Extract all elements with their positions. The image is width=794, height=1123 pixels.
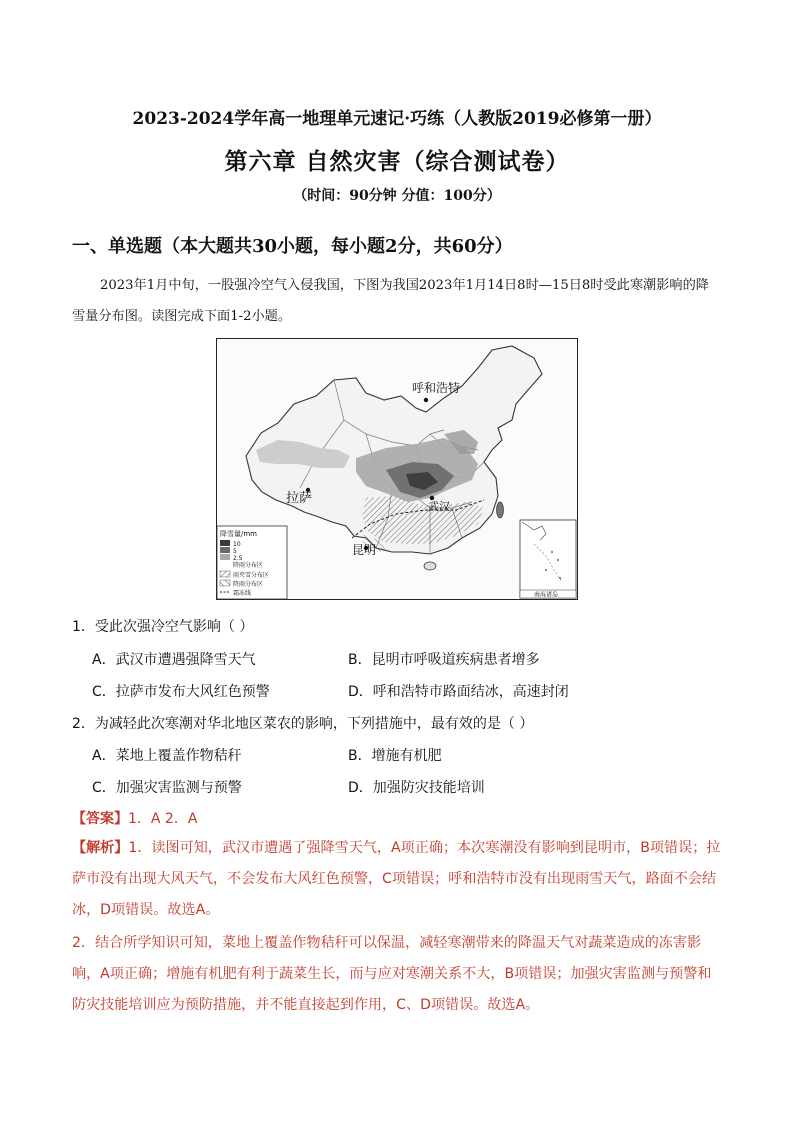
question-1-option-a[interactable]: A．武汉市遭遇强降雪天气: [92, 652, 256, 668]
analysis-text-1: 1．读图可知，武汉市遭遇了强降雪天气，A项正确；本次寒潮没有影响到昆明市，B项错误；拉萨市没有出现大风天气，不会发布大风红色预警，C项错误；呼和浩特市没有出现雨雪天气，路面不会结冰，D项错误。故选A。: [72, 840, 721, 918]
legend-swatch-10: [220, 540, 230, 546]
south-china-sea-inset: [520, 520, 576, 599]
label-kunming: 昆明: [352, 543, 377, 557]
legend-swatch-25: [220, 554, 230, 560]
page-title: 第六章 自然灾害（综合测试卷）: [224, 148, 570, 175]
question-2-option-d[interactable]: D．加强防灾技能培训: [348, 780, 485, 796]
question-1-option-c[interactable]: C．拉萨市发布大风红色预警: [92, 684, 270, 700]
question-1-option-b[interactable]: B．昆明市呼吸道疾病患者增多: [348, 652, 540, 668]
inset-label: 南海诸岛: [534, 591, 559, 599]
question-1-stem: 1．受此次强冷空气影响（ ）: [72, 619, 254, 635]
snowfall-map: [216, 338, 578, 600]
label-lhasa: 拉萨: [286, 491, 313, 506]
legend-freezing: 降雨分布区: [233, 581, 264, 588]
section-heading: 一、单选题（本大题共30小题，每小题2分，共60分）: [72, 236, 513, 257]
analysis-paragraph-1: [72, 833, 722, 926]
legend-sleet: 雨夹雪分布区: [233, 572, 270, 579]
legend-25: 2.5: [233, 555, 243, 562]
legend-5: 5: [233, 548, 237, 555]
question-2-option-a[interactable]: A．菜地上覆盖作物秸秆: [92, 748, 242, 764]
question-1-option-d[interactable]: D．呼和浩特市路面结冰，高速封闭: [348, 684, 569, 700]
question-2-option-c[interactable]: C．加强灾害监测与预警: [92, 780, 242, 796]
series-title: 2023-2024学年高一地理单元速记·巧练（人教版2019必修第一册）: [132, 109, 662, 129]
answer-text: 1．A 2．A: [128, 811, 198, 827]
answer-line: [72, 808, 197, 828]
analysis-paragraph-2: 2．结合所学知识可知，菜地上覆盖作物秸秆可以保温，减轻寒潮带来的降温天气对蔬菜造成的冻害影响，A项正确；增施有机肥有利于蔬菜生长，而与应对寒潮关系不大，B项错误；加强灾害监测与预警和防灾技能培训应为预防措施，并不能直接起到作用，C、D项错误。故选A。: [72, 935, 712, 1013]
answer-key: 【答案】: [72, 811, 128, 827]
legend-isoline: 霜冻线: [233, 590, 252, 597]
exam-meta: （时间：90分钟 分值：100分）: [293, 188, 501, 204]
legend-swatch-sleet: [220, 571, 230, 577]
label-hohhot: 呼和浩特: [412, 381, 461, 395]
legend-title: 降雪量/mm: [220, 530, 257, 538]
question-2-stem: 2．为减轻此次寒潮对华北地区菜农的影响，下列措施中，最有效的是（ ）: [72, 716, 534, 732]
hainan-island: [424, 562, 436, 570]
question-intro: 2023年1月中旬，一股强冷空气入侵我国，下图为我国2023年1月14日8时—15日8时受此寒潮影响的降雪量分布图。读图完成下面1-2小题。: [72, 278, 709, 324]
legend-10: 10: [233, 541, 241, 548]
label-wuhan: 武汉: [428, 500, 450, 513]
analysis-key: 【解析】: [72, 840, 129, 856]
hohhot-marker: [424, 398, 428, 402]
taiwan-island: [497, 502, 504, 518]
legend-swatch-freezing: [220, 580, 230, 586]
legend-swatch-5: [220, 547, 230, 553]
question-2-option-b[interactable]: B．增施有机肥: [348, 748, 442, 764]
legend-rain: 降雨分布区: [233, 562, 264, 569]
map-legend: [217, 526, 287, 599]
